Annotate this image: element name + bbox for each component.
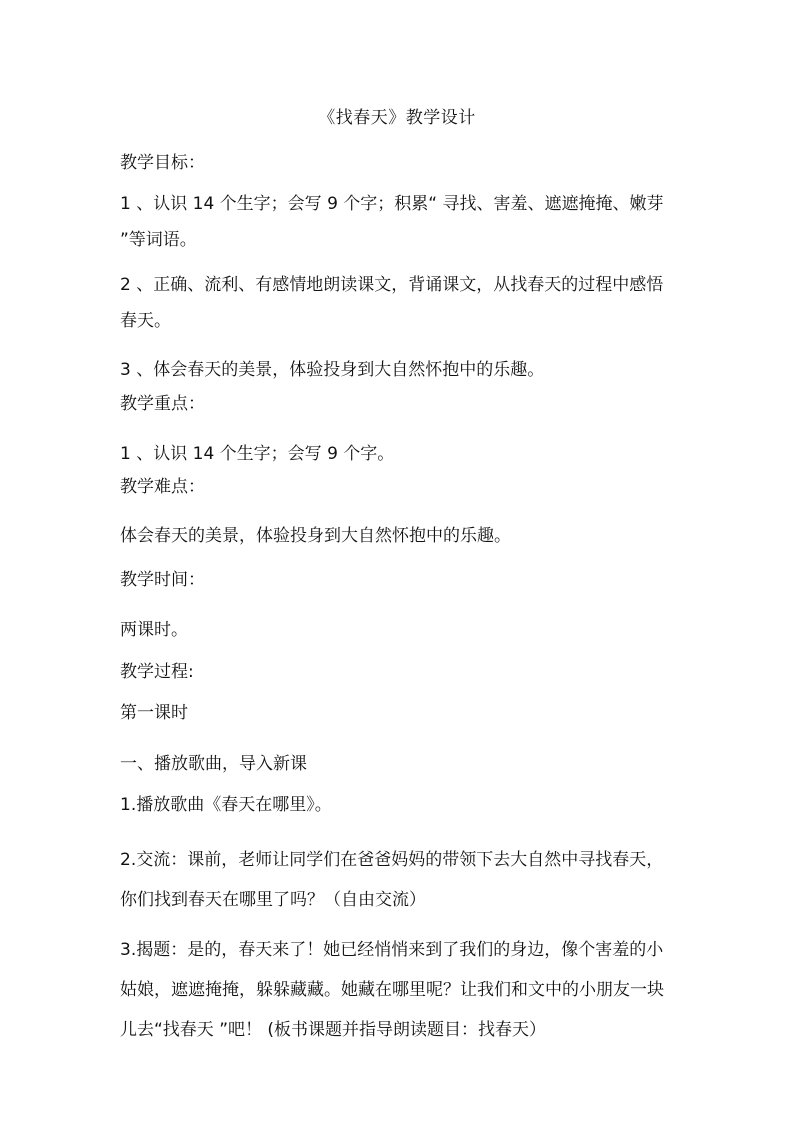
difficulty-text: 体会春天的美景，体验投身到大自然怀抱中的乐趣。 (120, 526, 511, 546)
time-text: 两课时。 (120, 620, 188, 640)
heading-teaching-difficulty: 教学难点： (120, 477, 205, 497)
heading-teaching-time: 教学时间： (120, 570, 205, 590)
heading-teaching-goals: 教学目标： (120, 153, 205, 173)
heading-teaching-focus: 教学重点： (120, 394, 205, 414)
document-title: 《找春天》教学设计 (318, 108, 476, 128)
step-3: 3.揭题：是的，春天来了！她已经悄悄来到了我们的身边，像个害羞的小姑娘，遮遮掩掩，躲躲藏藏。她藏在哪里呢？让我们和文中的小朋友一块儿去“找春天 ”吧！ (板书课题并指导朗读题目：找春天） (120, 940, 664, 1040)
goal-item-2: 2 、正确、流利、有感情地朗读课文，背诵课文，从找春天的过程中感悟春天。 (120, 275, 664, 331)
first-lesson-heading: 第一课时 (120, 703, 188, 723)
goal-item-1: 1 、认识 14 个生字；会写 9 个字；积累“ 寻找、害羞、遮遮掩掩、嫩芽 ”等词语。 (120, 194, 664, 250)
goal-item-3: 3 、体会春天的美景，体验投身到大自然怀抱中的乐趣。 (120, 360, 545, 380)
heading-teaching-process: 教学过程: (120, 662, 194, 682)
step-2: 2.交流：课前，老师让同学们在爸爸妈妈的带领下去大自然中寻找春天，你们找到春天在哪里了吗？（自由交流） (120, 850, 664, 910)
section-heading-1: 一、播放歌曲，导入新课 (120, 754, 307, 774)
focus-item-1: 1 、认识 14 个生字；会写 9 个字。 (120, 444, 395, 464)
step-1: 1.播放歌曲《春天在哪里》。 (120, 795, 332, 815)
